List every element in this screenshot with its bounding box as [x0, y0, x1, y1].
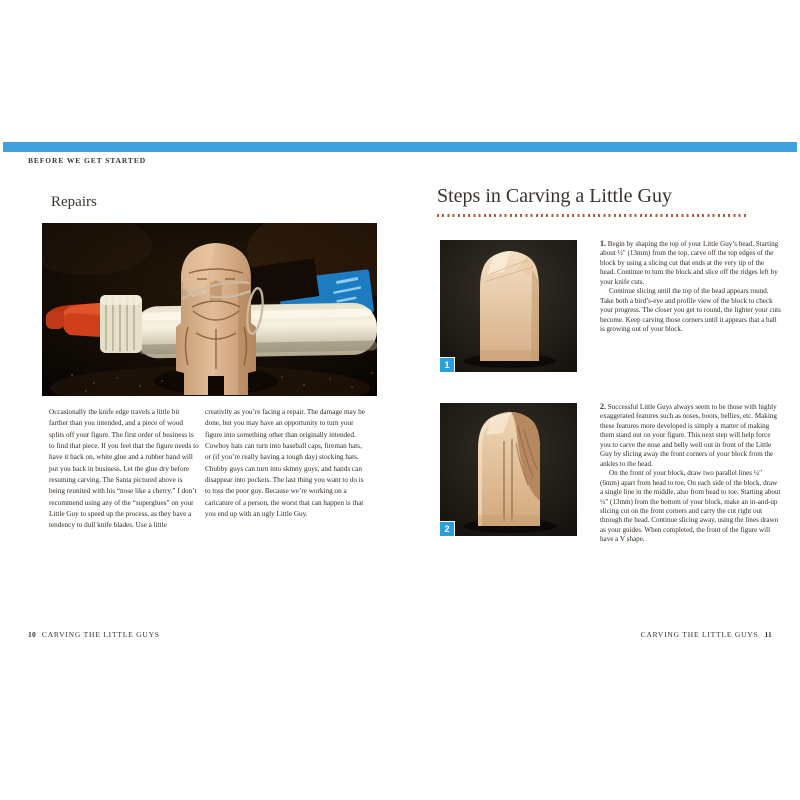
step1-paragraph-1: 1. Begin by shaping the top of your Little Guy’s head. Starting about ½" (13mm) from the top, carve off the top edges of the block by using a slicing cut that ends at the very tip of the head. Continue to turn the block and slice off the ridges left by your knife cuts.: [600, 239, 779, 286]
page-number-left: 10: [28, 630, 36, 639]
book-title-left: CARVING THE LITTLE GUYS: [41, 630, 160, 639]
step2-number: 2.: [600, 402, 606, 411]
step1-number-badge: 1: [440, 357, 455, 372]
body-text-column-2: creativity as you’re facing a repair. The damage may be done, but you may have an opportunity to turn your figure into something other than originally intended. Cowboy hats can turn into baseball caps, fireman hats, or (if you’re really having a tough day) stocking hats. Chubby guys can turn into skinny guys, and hands can disappear into pockets. The last thing you want to do is to toss the poor guy. Because we’re working on a caricature of a person, the worst that can happen is that you end up with an ugly Little Guy.: [205, 408, 365, 519]
page-number-right: 11: [764, 630, 772, 639]
step1-number: 1.: [600, 239, 606, 248]
top-divider-bar: [3, 142, 797, 152]
book-title-right: CARVING THE LITTLE GUYS: [640, 630, 759, 639]
step2-block-illustration: [440, 403, 577, 536]
step1-photo: [440, 240, 577, 372]
footer-left: [28, 630, 160, 639]
step1-block-illustration: [440, 240, 577, 372]
dotted-rule: [437, 214, 749, 217]
repair-photo-illustration: [42, 223, 377, 396]
body-text-column-1: Occasionally the knife edge travels a little bit farther than you intended, and a piece of wood splits off your figure. The first order of business is to find that piece. If you feel that the figure needs to have it back on, white glue and a rubber band will put you back in business. Let the glue dry before resuming carving. The Santa pictured above is being reunited with his “nose like a cherry.” I don’t recommend using any of the “superglues” on your Little Guy to speed up the process, as they have a tendency to dull knife blades. Use a little: [49, 408, 199, 530]
step1-paragraph-2: Continue slicing until the top of the head appears round. Take both a bird’s-eye and profile view of the block to check your progress. The closer you get to round, the lighter your cuts become. Keep carving those corners until it appears that a ball is growing out of your block.: [600, 287, 781, 334]
step2-paragraph-1: 2. Successful Little Guys always seem to be those with highly exaggerated features such as noses, boots, bellies, etc. Making these features more developed is simply a matter of making them stand out on your figure. This next step will help force you to carve the nose and belly well out in front of the Little Guy by slicing away the front corners of your block from the ankles to the head.: [600, 402, 777, 468]
step2-number-badge: 2: [440, 521, 455, 536]
section-heading-repairs: Repairs: [51, 194, 97, 210]
step2-paragraph-2: On the front of your block, draw two parallel lines ¼" (6mm) apart from head to toe. On each side of the block, draw a single line in the middle, also from head to toe. Starting about ½" (13mm) from the bottom of your block, make an in-and-up slicing cut on the front corners and carry the cut right out through the head. Continue slicing away, using the lines drawn as your guides. When completed, the front of the figure will have a V shape.: [600, 469, 781, 544]
chapter-heading: Steps in Carving a Little Guy: [437, 185, 672, 207]
repair-photo: [42, 223, 377, 396]
running-head: BEFORE WE GET STARTED: [28, 156, 147, 165]
step1-text: [600, 239, 781, 335]
footer-right: [641, 630, 772, 639]
step2-text: [600, 402, 781, 545]
step2-photo: [440, 403, 577, 536]
